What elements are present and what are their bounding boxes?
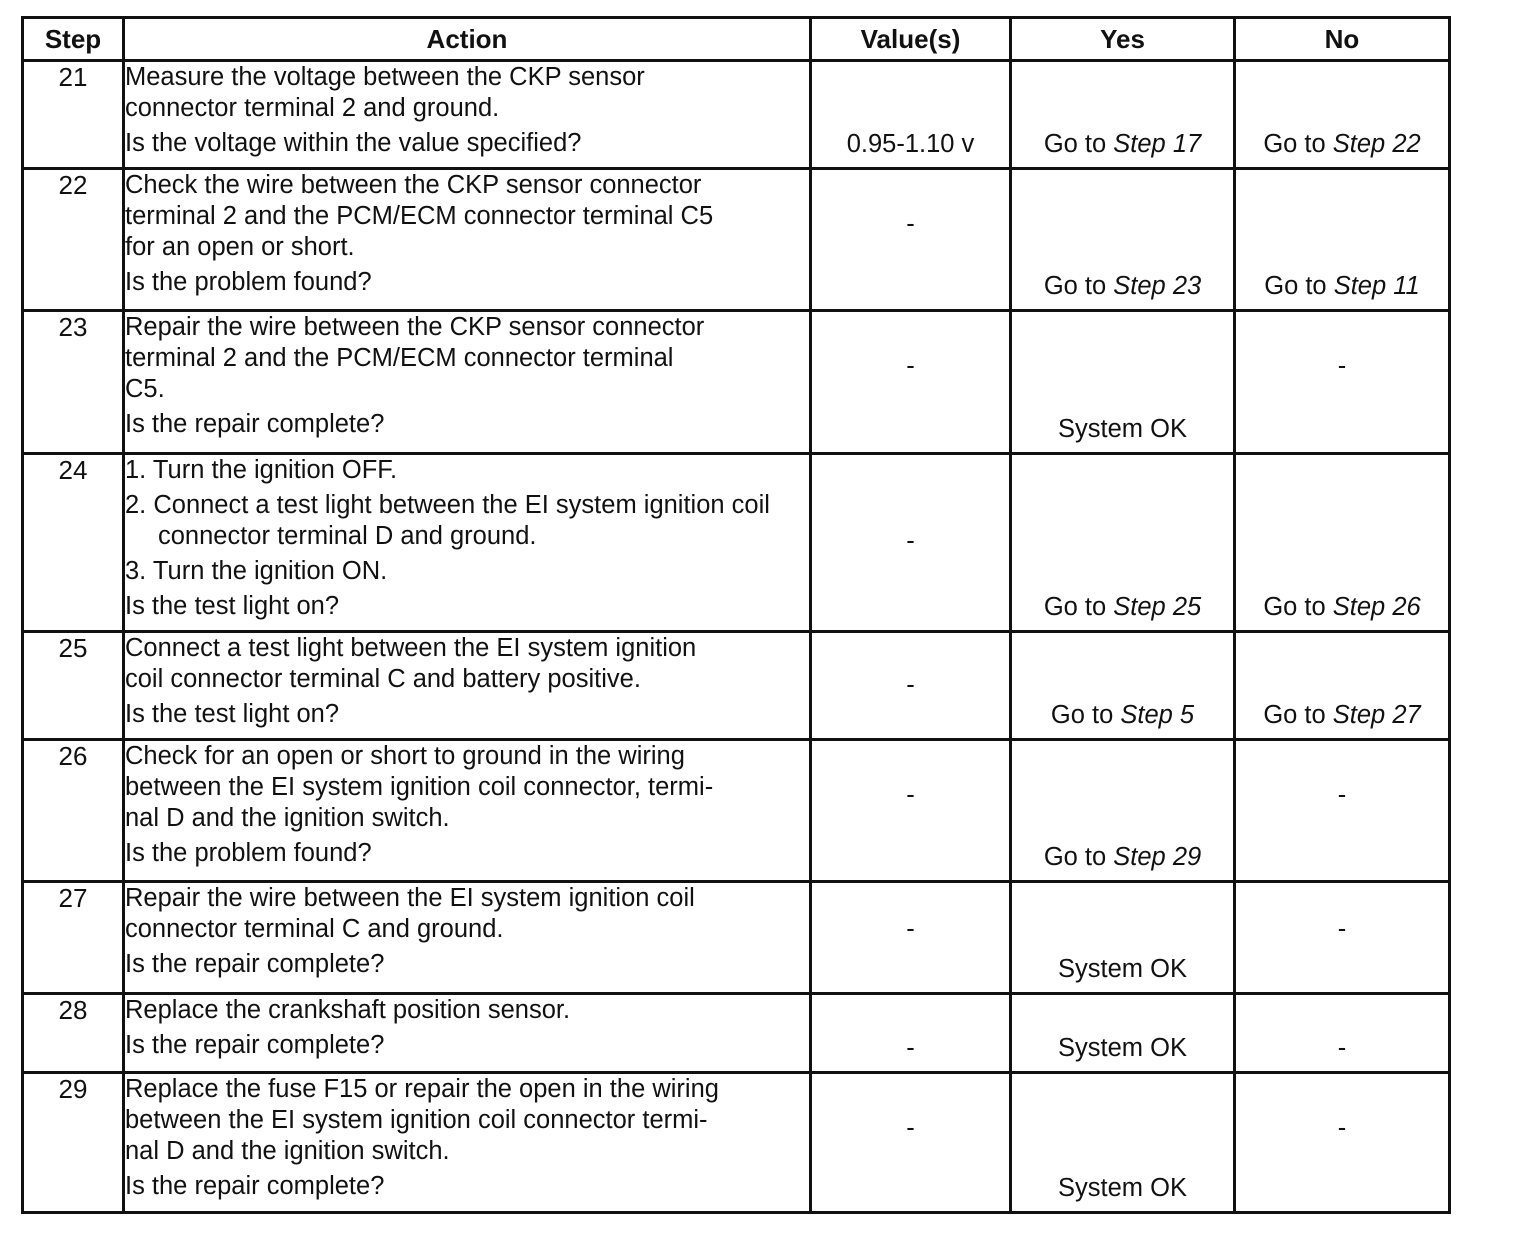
yes-outcome-step-ref: Step 23 (1113, 272, 1202, 300)
value-cell (811, 882, 1011, 994)
header-values: Value(s) (811, 18, 1011, 61)
action-line: nal D and the ignition switch. (125, 1137, 450, 1165)
action-line: between the EI system ignition coil connector, termi- (125, 773, 714, 801)
yes-outcome-prefix: Go to (1043, 130, 1107, 158)
action-cell (124, 994, 811, 1073)
table-row (23, 882, 1450, 994)
value-text: - (906, 527, 915, 555)
action-question: Is the repair complete? (125, 1172, 385, 1200)
action-question: Is the voltage within the value specified? (125, 129, 582, 157)
action-cell (124, 169, 811, 311)
value-text: - (906, 781, 915, 809)
value-cell (811, 311, 1011, 454)
no-cell (1235, 632, 1450, 740)
yes-outcome (1012, 701, 1233, 730)
no-outcome-prefix: Go to (1263, 130, 1326, 158)
step-number: 23 (23, 311, 124, 454)
table-row (23, 1073, 1450, 1213)
action-cell (124, 632, 811, 740)
value-text: - (906, 210, 915, 238)
value-cell (811, 169, 1011, 311)
no-outcome-prefix: Go to (1264, 272, 1327, 300)
value-cell (811, 632, 1011, 740)
no-outcome (1236, 593, 1448, 622)
table-row (23, 632, 1450, 740)
action-line: Replace the crankshaft position sensor. (125, 996, 571, 1024)
yes-outcome-prefix: Go to (1043, 593, 1107, 621)
step-number: 22 (23, 169, 124, 311)
action-question: Is the test light on? (125, 700, 340, 728)
step-number: 29 (23, 1073, 124, 1213)
yes-cell (1011, 169, 1235, 311)
yes-cell (1011, 994, 1235, 1073)
yes-outcome: System OK (1058, 1174, 1187, 1202)
no-cell (1235, 311, 1450, 454)
no-cell (1235, 1073, 1450, 1213)
action-question: Is the repair complete? (125, 410, 385, 438)
action-line: between the EI system ignition coil connector termi- (125, 1106, 708, 1134)
action-question: Is the test light on? (125, 592, 340, 620)
header-yes: Yes (1011, 18, 1235, 61)
value-text: - (906, 352, 915, 380)
table-row (23, 61, 1450, 169)
action-line: Replace the fuse F15 or repair the open in the wiring (125, 1075, 719, 1103)
action-question: Is the problem found? (125, 839, 372, 867)
action-cell (124, 61, 811, 169)
yes-outcome (1012, 272, 1233, 301)
yes-cell (1011, 454, 1235, 632)
action-line: coil connector terminal C and battery positive. (125, 665, 641, 693)
no-outcome: - (1337, 915, 1347, 943)
table-row (23, 454, 1450, 632)
yes-outcome-step-ref: Step 5 (1120, 701, 1195, 729)
yes-outcome: System OK (1058, 415, 1187, 443)
table-row (23, 740, 1450, 882)
no-outcome-prefix: Go to (1263, 593, 1326, 621)
no-outcome (1236, 130, 1448, 159)
step-number: 24 (23, 454, 124, 632)
action-cell (124, 311, 811, 454)
yes-cell (1011, 632, 1235, 740)
action-list-item: 3. Turn the ignition ON. (125, 557, 388, 585)
step-number: 25 (23, 632, 124, 740)
action-cell (124, 740, 811, 882)
step-number: 27 (23, 882, 124, 994)
step-number: 21 (23, 61, 124, 169)
value-text: - (906, 671, 915, 699)
header-row (23, 18, 1450, 61)
header-action: Action (124, 18, 811, 61)
no-outcome (1236, 272, 1448, 301)
action-line: C5. (125, 375, 165, 403)
no-cell (1235, 994, 1450, 1073)
yes-cell (1011, 882, 1235, 994)
no-outcome-step-ref: Step 26 (1332, 593, 1421, 621)
table-row (23, 994, 1450, 1073)
action-line: Check for an open or short to ground in the wiring (125, 742, 685, 770)
action-cell (124, 882, 811, 994)
table-row (23, 311, 1450, 454)
action-list-item: 2. Connect a test light between the EI system ignition coil connector terminal D and ground. (125, 491, 770, 550)
no-cell (1235, 454, 1450, 632)
action-line: Repair the wire between the CKP sensor connector (125, 313, 705, 341)
value-cell (811, 454, 1011, 632)
yes-outcome: System OK (1058, 1034, 1187, 1062)
yes-outcome (1012, 843, 1233, 872)
no-outcome: - (1337, 781, 1347, 809)
value-cell (811, 61, 1011, 169)
diagnostic-table (21, 16, 1451, 1214)
action-line: connector terminal 2 and ground. (125, 94, 500, 122)
yes-outcome (1012, 593, 1233, 622)
no-outcome (1236, 701, 1448, 730)
value-cell (811, 740, 1011, 882)
no-outcome-step-ref: Step 11 (1333, 272, 1420, 300)
action-cell (124, 454, 811, 632)
no-outcome-step-ref: Step 22 (1332, 130, 1421, 158)
no-outcome-prefix: Go to (1263, 701, 1326, 729)
no-cell (1235, 882, 1450, 994)
yes-outcome-prefix: Go to (1043, 843, 1107, 871)
yes-outcome-prefix: Go to (1050, 701, 1114, 729)
action-line: terminal 2 and the PCM/ECM connector terminal (125, 344, 674, 372)
yes-outcome: System OK (1058, 955, 1187, 983)
yes-cell (1011, 61, 1235, 169)
action-line: Repair the wire between the EI system ignition coil (125, 884, 695, 912)
yes-outcome-step-ref: Step 29 (1113, 843, 1202, 871)
action-question: Is the problem found? (125, 268, 372, 296)
no-cell (1235, 740, 1450, 882)
table-row (23, 169, 1450, 311)
header-no: No (1235, 18, 1450, 61)
no-outcome: - (1337, 1034, 1347, 1062)
yes-outcome-step-ref: Step 17 (1113, 130, 1202, 158)
action-line: connector terminal C and ground. (125, 915, 504, 943)
action-question: Is the repair complete? (125, 1031, 385, 1059)
action-question: Is the repair complete? (125, 950, 385, 978)
action-line: terminal 2 and the PCM/ECM connector terminal C5 (125, 202, 714, 230)
value-text: - (906, 1114, 915, 1142)
action-cell (124, 1073, 811, 1213)
yes-cell (1011, 740, 1235, 882)
value-text: - (906, 915, 915, 943)
yes-outcome-prefix: Go to (1043, 272, 1107, 300)
action-line: Check the wire between the CKP sensor connector (125, 171, 702, 199)
no-outcome: - (1337, 1114, 1347, 1142)
action-line: Measure the voltage between the CKP sensor (125, 63, 645, 91)
value-text: 0.95-1.10 v (846, 130, 975, 158)
step-number: 26 (23, 740, 124, 882)
yes-outcome (1012, 130, 1233, 159)
yes-outcome-step-ref: Step 25 (1113, 593, 1202, 621)
value-text: - (906, 1034, 915, 1062)
action-list-item: 1. Turn the ignition OFF. (125, 456, 398, 484)
action-line: Connect a test light between the EI system ignition (125, 634, 697, 662)
header-step: Step (23, 18, 124, 61)
action-line: nal D and the ignition switch. (125, 804, 450, 832)
value-cell (811, 1073, 1011, 1213)
value-cell (811, 994, 1011, 1073)
no-cell (1235, 169, 1450, 311)
yes-cell (1011, 311, 1235, 454)
no-cell (1235, 61, 1450, 169)
no-outcome-step-ref: Step 27 (1332, 701, 1421, 729)
action-line: for an open or short. (125, 233, 355, 261)
yes-cell (1011, 1073, 1235, 1213)
no-outcome: - (1337, 352, 1347, 380)
step-number: 28 (23, 994, 124, 1073)
